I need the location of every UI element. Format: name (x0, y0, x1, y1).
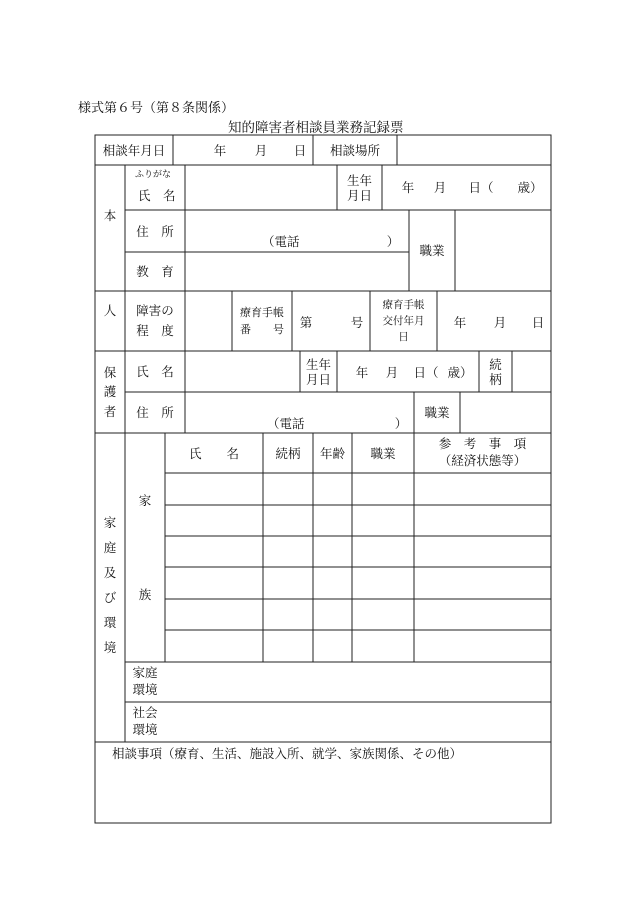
family-row[interactable] (165, 505, 551, 536)
person-section-label-bottom: 人 (103, 302, 117, 318)
consult-date-label: 相談年月日 (102, 142, 166, 158)
person-address-label: 住 所 (136, 223, 174, 239)
person-occupation-field[interactable] (455, 210, 551, 291)
consult-month-label: 月 (254, 142, 268, 158)
guardian-birth-year: 年 (355, 364, 369, 380)
notebook-issue-label: 療育手帳 交付年月 日 (382, 298, 425, 344)
family-col-name: 氏 名 (188, 445, 239, 461)
person-name-field[interactable] (185, 165, 337, 210)
family-row[interactable] (165, 536, 551, 567)
social-environment-label: 社会 環境 (132, 705, 158, 737)
consult-day-label: 日 (293, 142, 307, 158)
furigana-label: ふりがな (135, 169, 172, 180)
issue-month: 月 (493, 314, 507, 330)
guardian-name-field[interactable] (185, 351, 300, 392)
family-col-occupation: 職業 (370, 445, 396, 461)
guardian-age: 歳） (447, 364, 473, 380)
form-number: 様式第６号（第８条関係） (78, 101, 235, 116)
guardian-relation-label: 続 柄 (489, 356, 502, 387)
guardian-occupation-label: 職業 (424, 405, 450, 420)
guardian-address-label: 住 所 (136, 405, 174, 420)
family-col-notes: 参 考 事 項 （経済状態等） (438, 436, 527, 468)
person-name-label: 氏 名 (138, 187, 176, 203)
guardian-phone-open: （電話 (267, 415, 305, 431)
social-environment-field[interactable] (165, 702, 551, 742)
guardian-name-label: 氏 名 (136, 364, 174, 379)
family-row[interactable] (165, 599, 551, 630)
guardian-section-label: 保 護 者 (103, 364, 117, 419)
notebook-number-prefix: 第 (299, 314, 313, 330)
disability-level-label: 障害の 程 度 (136, 303, 174, 338)
person-age: 歳） (517, 179, 543, 195)
form-title: 知的障害者相談員業務記録票 (228, 120, 404, 136)
issue-year: 年 (453, 314, 467, 330)
disability-level-field[interactable] (185, 291, 232, 351)
person-education-field[interactable] (185, 252, 409, 291)
guardian-birth-month: 月 (385, 364, 399, 380)
family-label-bottom: 族 (138, 586, 152, 602)
guardian-birth-day: 日（ (413, 364, 439, 380)
consult-place-label: 相談場所 (329, 142, 380, 158)
family-section-label: 家 庭 及 び 環 境 (103, 515, 117, 655)
family-label-top: 家 (138, 492, 152, 508)
person-occupation-label: 職業 (419, 243, 445, 258)
family-row[interactable] (165, 567, 551, 599)
family-col-relation: 続柄 (275, 445, 301, 461)
guardian-relation-field[interactable] (512, 351, 551, 392)
person-birth-year: 年 (401, 179, 415, 195)
person-birth-month: 月 (433, 179, 447, 195)
person-education-label: 教 育 (136, 264, 174, 279)
person-birth-day: 日（ (468, 179, 494, 195)
person-phone-close: ） (386, 233, 400, 249)
family-row[interactable] (165, 473, 551, 505)
home-environment-field[interactable] (165, 662, 551, 702)
person-section-label-top: 本 (103, 207, 117, 223)
consultation-label: 相談事項（療育、生活、施設入所、就学、家族関係、その他） (112, 746, 463, 761)
guardian-phone-close: ） (394, 415, 408, 431)
guardian-birth-label: 生年 月日 (305, 356, 331, 387)
guardian-occupation-field[interactable] (460, 392, 551, 433)
notebook-number-suffix: 号 (350, 314, 364, 330)
family-row[interactable] (165, 630, 551, 662)
notebook-number-label: 療育手帳 番 号 (240, 305, 284, 336)
family-col-age: 年齢 (319, 445, 345, 461)
consult-year-label: 年 (213, 142, 227, 158)
home-environment-label: 家庭 環境 (132, 665, 158, 697)
consultation-field[interactable] (95, 766, 551, 823)
person-phone-open: （電話 (262, 233, 300, 249)
person-birth-label: 生年 月日 (346, 172, 372, 203)
issue-day: 日 (531, 314, 545, 330)
consult-place-field[interactable] (397, 135, 551, 165)
